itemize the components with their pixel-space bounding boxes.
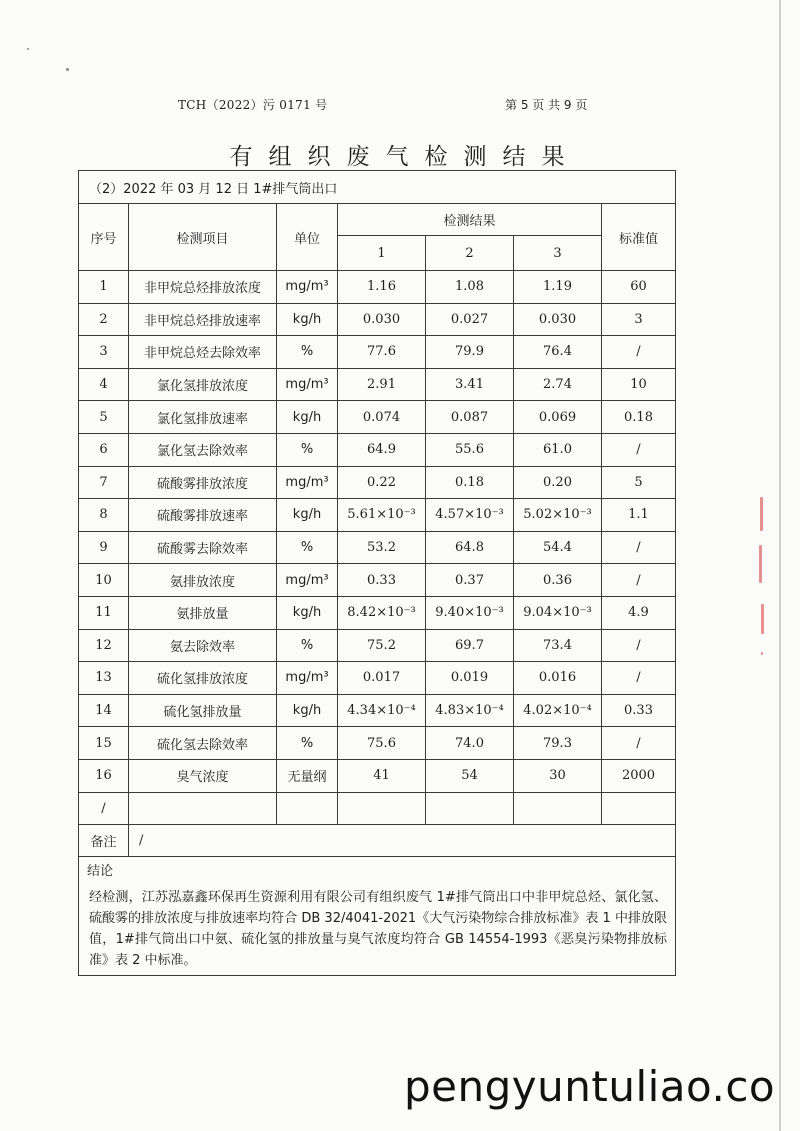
row-item: 氨去除效率 (129, 629, 277, 662)
row-item: 硫化氢去除效率 (129, 727, 277, 760)
seal-fragment (761, 604, 764, 634)
row-item: 氨排放量 (129, 596, 277, 629)
header-unit: 单位 (277, 204, 338, 271)
row-seq: 10 (79, 564, 129, 597)
row-unit: kg/h (277, 596, 338, 629)
row-unit: % (277, 629, 338, 662)
header-run-2: 2 (426, 236, 514, 271)
row-standard: / (602, 336, 676, 369)
scan-speck (66, 68, 69, 71)
row-result-2: 74.0 (426, 727, 514, 760)
row-unit: 无量纲 (277, 759, 338, 792)
row-result-1: 41 (338, 759, 426, 792)
row-result-1: 0.33 (338, 564, 426, 597)
table-row (79, 336, 676, 369)
row-result-3: 76.4 (514, 336, 602, 369)
row-standard: 2000 (602, 759, 676, 792)
conclusion-label-row (79, 857, 676, 883)
row-seq: 2 (79, 303, 129, 336)
table-row (79, 433, 676, 466)
row-result-3: 30 (514, 759, 602, 792)
results-table (78, 170, 676, 976)
table-row (79, 466, 676, 499)
row-result-1: 0.030 (338, 303, 426, 336)
row-standard: / (602, 433, 676, 466)
row-result-1: 53.2 (338, 531, 426, 564)
row-result-2: 1.08 (426, 271, 514, 304)
table-row (79, 499, 676, 532)
header-standard: 标准值 (602, 204, 676, 271)
row-item: 硫化氢排放浓度 (129, 662, 277, 695)
row-item: 臭气浓度 (129, 759, 277, 792)
table-row (79, 596, 676, 629)
row-seq: 6 (79, 433, 129, 466)
row-unit: % (277, 336, 338, 369)
row-unit: kg/h (277, 401, 338, 434)
section-title: （2）2022 年 03 月 12 日 1#排气筒出口 (79, 171, 676, 204)
row-item: 硫酸雾排放速率 (129, 499, 277, 532)
row-item: 氯化氢排放速率 (129, 401, 277, 434)
table-row (79, 368, 676, 401)
row-item: 氯化氢排放浓度 (129, 368, 277, 401)
row-seq: / (79, 792, 129, 825)
header-run-1: 1 (338, 236, 426, 271)
scan-speck (27, 48, 29, 50)
row-result-3: 73.4 (514, 629, 602, 662)
row-seq: 5 (79, 401, 129, 434)
row-result-1: 4.34×10⁻⁴ (338, 694, 426, 727)
row-result-2: 0.18 (426, 466, 514, 499)
row-result-1: 0.017 (338, 662, 426, 695)
row-result-3: 9.04×10⁻³ (514, 596, 602, 629)
header-item: 检测项目 (129, 204, 277, 271)
table-row (79, 629, 676, 662)
remarks-label: 备注 (79, 825, 129, 857)
table-row (79, 303, 676, 336)
header-seq: 序号 (79, 204, 129, 271)
seal-fragment (761, 652, 763, 655)
row-result-3: 0.069 (514, 401, 602, 434)
row-result-3: 0.36 (514, 564, 602, 597)
row-result-2: 54 (426, 759, 514, 792)
row-seq: 13 (79, 662, 129, 695)
row-result-3: 2.74 (514, 368, 602, 401)
row-standard: / (602, 629, 676, 662)
table-row (79, 694, 676, 727)
row-result-3: 0.030 (514, 303, 602, 336)
row-standard: / (602, 531, 676, 564)
row-result-2 (426, 792, 514, 825)
conclusion-text: 经检测，江苏泓嘉鑫环保再生资源利用有限公司有组织废气 1#排气筒出口中非甲烷总烃、氯化氢、硫酸雾的排放浓度与排放速率均符合 DB 32/4041-2021《大气污染物综合排放标准》表 1 中排放限值，1#排气筒出口中氨、硫化氢的排放量与臭气浓度均符合 GB 14554-1993《恶臭污染物排放标准》表 2 中标准。 (79, 883, 676, 976)
row-item: 非甲烷总烃排放浓度 (129, 271, 277, 304)
row-standard: 10 (602, 368, 676, 401)
row-seq: 15 (79, 727, 129, 760)
row-standard: 0.18 (602, 401, 676, 434)
row-result-2: 4.83×10⁻⁴ (426, 694, 514, 727)
row-result-3: 4.02×10⁻⁴ (514, 694, 602, 727)
row-result-1: 8.42×10⁻³ (338, 596, 426, 629)
row-unit: kg/h (277, 694, 338, 727)
row-result-1: 2.91 (338, 368, 426, 401)
row-result-1: 64.9 (338, 433, 426, 466)
row-result-3: 54.4 (514, 531, 602, 564)
row-unit: % (277, 433, 338, 466)
row-item: 非甲烷总烃去除效率 (129, 336, 277, 369)
row-result-3: 79.3 (514, 727, 602, 760)
row-seq: 1 (79, 271, 129, 304)
row-item: 氨排放浓度 (129, 564, 277, 597)
row-result-2: 55.6 (426, 433, 514, 466)
conclusion-body-row (79, 883, 676, 976)
table-row (79, 662, 676, 695)
row-unit: mg/m³ (277, 271, 338, 304)
row-standard: 1.1 (602, 499, 676, 532)
row-standard: / (602, 564, 676, 597)
row-seq: 4 (79, 368, 129, 401)
header-row (79, 204, 676, 236)
row-standard: 4.9 (602, 596, 676, 629)
row-standard (602, 792, 676, 825)
row-result-1: 0.074 (338, 401, 426, 434)
row-seq: 16 (79, 759, 129, 792)
row-result-3: 1.19 (514, 271, 602, 304)
row-item: 硫化氢排放量 (129, 694, 277, 727)
row-result-1: 77.6 (338, 336, 426, 369)
row-result-2: 79.9 (426, 336, 514, 369)
section-title-row (79, 171, 676, 204)
row-result-3: 0.20 (514, 466, 602, 499)
row-standard: 3 (602, 303, 676, 336)
row-result-3 (514, 792, 602, 825)
row-unit: kg/h (277, 303, 338, 336)
row-result-1: 5.61×10⁻³ (338, 499, 426, 532)
row-unit: mg/m³ (277, 564, 338, 597)
row-unit (277, 792, 338, 825)
row-item: 非甲烷总烃排放速率 (129, 303, 277, 336)
row-standard: / (602, 727, 676, 760)
watermark: pengyuntuliao.co (404, 1062, 776, 1111)
row-unit: mg/m³ (277, 368, 338, 401)
page-title: 有组织废气检测结果 (229, 144, 581, 170)
row-item: 硫酸雾去除效率 (129, 531, 277, 564)
row-unit: % (277, 727, 338, 760)
row-result-2: 64.8 (426, 531, 514, 564)
table-row (79, 759, 676, 792)
remarks-value: / (129, 825, 676, 857)
table-row (79, 727, 676, 760)
row-seq: 14 (79, 694, 129, 727)
row-standard: 60 (602, 271, 676, 304)
table-row (79, 531, 676, 564)
row-result-2: 0.37 (426, 564, 514, 597)
row-unit: % (277, 531, 338, 564)
row-unit: mg/m³ (277, 466, 338, 499)
row-result-2: 3.41 (426, 368, 514, 401)
row-result-3: 61.0 (514, 433, 602, 466)
row-result-1 (338, 792, 426, 825)
table-row (79, 271, 676, 304)
table-row (79, 792, 676, 825)
row-unit: mg/m³ (277, 662, 338, 695)
page-indicator: 第 5 页 共 9 页 (505, 98, 588, 112)
row-result-2: 0.019 (426, 662, 514, 695)
row-result-1: 0.22 (338, 466, 426, 499)
row-result-2: 9.40×10⁻³ (426, 596, 514, 629)
row-result-1: 75.2 (338, 629, 426, 662)
seal-fragment (760, 497, 763, 531)
document-number: TCH（2022）污 0171 号 (178, 98, 328, 112)
table-row (79, 401, 676, 434)
row-standard: 0.33 (602, 694, 676, 727)
row-seq: 8 (79, 499, 129, 532)
row-standard: / (602, 662, 676, 695)
row-result-2: 69.7 (426, 629, 514, 662)
header-run-3: 3 (514, 236, 602, 271)
row-seq: 3 (79, 336, 129, 369)
row-seq: 12 (79, 629, 129, 662)
row-result-1: 1.16 (338, 271, 426, 304)
row-seq: 9 (79, 531, 129, 564)
header-results: 检测结果 (338, 204, 602, 236)
row-result-2: 0.087 (426, 401, 514, 434)
conclusion-label: 结论 (79, 857, 676, 883)
table-row (79, 564, 676, 597)
row-item: 硫酸雾排放浓度 (129, 466, 277, 499)
row-item (129, 792, 277, 825)
seal-fragment (759, 545, 762, 583)
row-result-2: 0.027 (426, 303, 514, 336)
row-seq: 7 (79, 466, 129, 499)
row-standard: 5 (602, 466, 676, 499)
row-result-1: 75.6 (338, 727, 426, 760)
row-result-3: 0.016 (514, 662, 602, 695)
row-item: 氯化氢去除效率 (129, 433, 277, 466)
row-result-3: 5.02×10⁻³ (514, 499, 602, 532)
remarks-row (79, 825, 676, 857)
row-result-2: 4.57×10⁻³ (426, 499, 514, 532)
row-unit: kg/h (277, 499, 338, 532)
row-seq: 11 (79, 596, 129, 629)
